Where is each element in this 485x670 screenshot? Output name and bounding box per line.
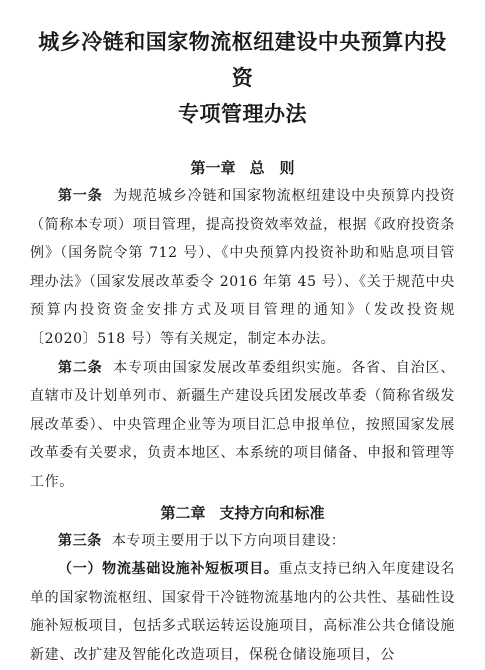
article-3-label: 第三条 (58, 532, 102, 549)
article-1 (30, 182, 455, 354)
article-3-item-1 (30, 555, 455, 669)
chapter-1-label: 第一章 (190, 159, 236, 177)
chapter-1-heading (30, 154, 455, 182)
document-title-line-2: 专项管理办法 (178, 102, 307, 126)
document-title (30, 24, 455, 132)
chapter-2-label: 第二章 (160, 503, 206, 522)
document-title-line-1: 城乡冷链和国家物流枢纽建设中央预算内投资 (38, 30, 447, 90)
chapter-1-name: 总 则 (249, 159, 295, 177)
article-1-text: 为规范城乡冷链和国家物流枢纽建设中央预算内投资（简称本专项）项目管理，提高投资效率效益，根据《政府投资条例》（国务院令第 712 号）、《中央预算内投资补助和贴息项目管理办法》（国家发展改革委令 2016 年第 45 号）、《关于规范中央预算内投资资金安排方式及项目管理的通知》（发改投资规〔2020〕518 号）等有关规定，制定本办法。 (30, 188, 455, 347)
article-3-text: 本专项主要用于以下方向项目建设： (111, 532, 346, 549)
item-1-text: 重点支持已纳入年度建设名单的国家物流枢纽、国家骨干冷链物流基地内的公共性、基础性设施补短板项目，包括多式联运转运设施项目，高标准公共仓储设施新建、改扩建及智能化改造项目，保税仓储设施项目，公 (30, 561, 456, 663)
article-2 (30, 354, 455, 497)
article-1-label: 第一条 (58, 188, 103, 204)
article-3 (30, 527, 455, 556)
chapter-2-heading (30, 499, 455, 527)
chapter-2-name: 支持方向和标准 (219, 503, 325, 522)
article-2-text: 本专项由国家发展改革委组织实施。各省、自治区、直辖市及计划单列市、新疆生产建设兵团发展改革委（简称省级发展改革委）、中央管理企业等为项目汇总申报单位，按照国家发展改革委有关要求，负责本地区、本系统的项目储备、申报和管理等工作。 (30, 359, 455, 490)
article-2-label: 第二条 (58, 359, 103, 376)
item-1-label: （一）物流基础设施补短板项目。 (58, 561, 279, 578)
